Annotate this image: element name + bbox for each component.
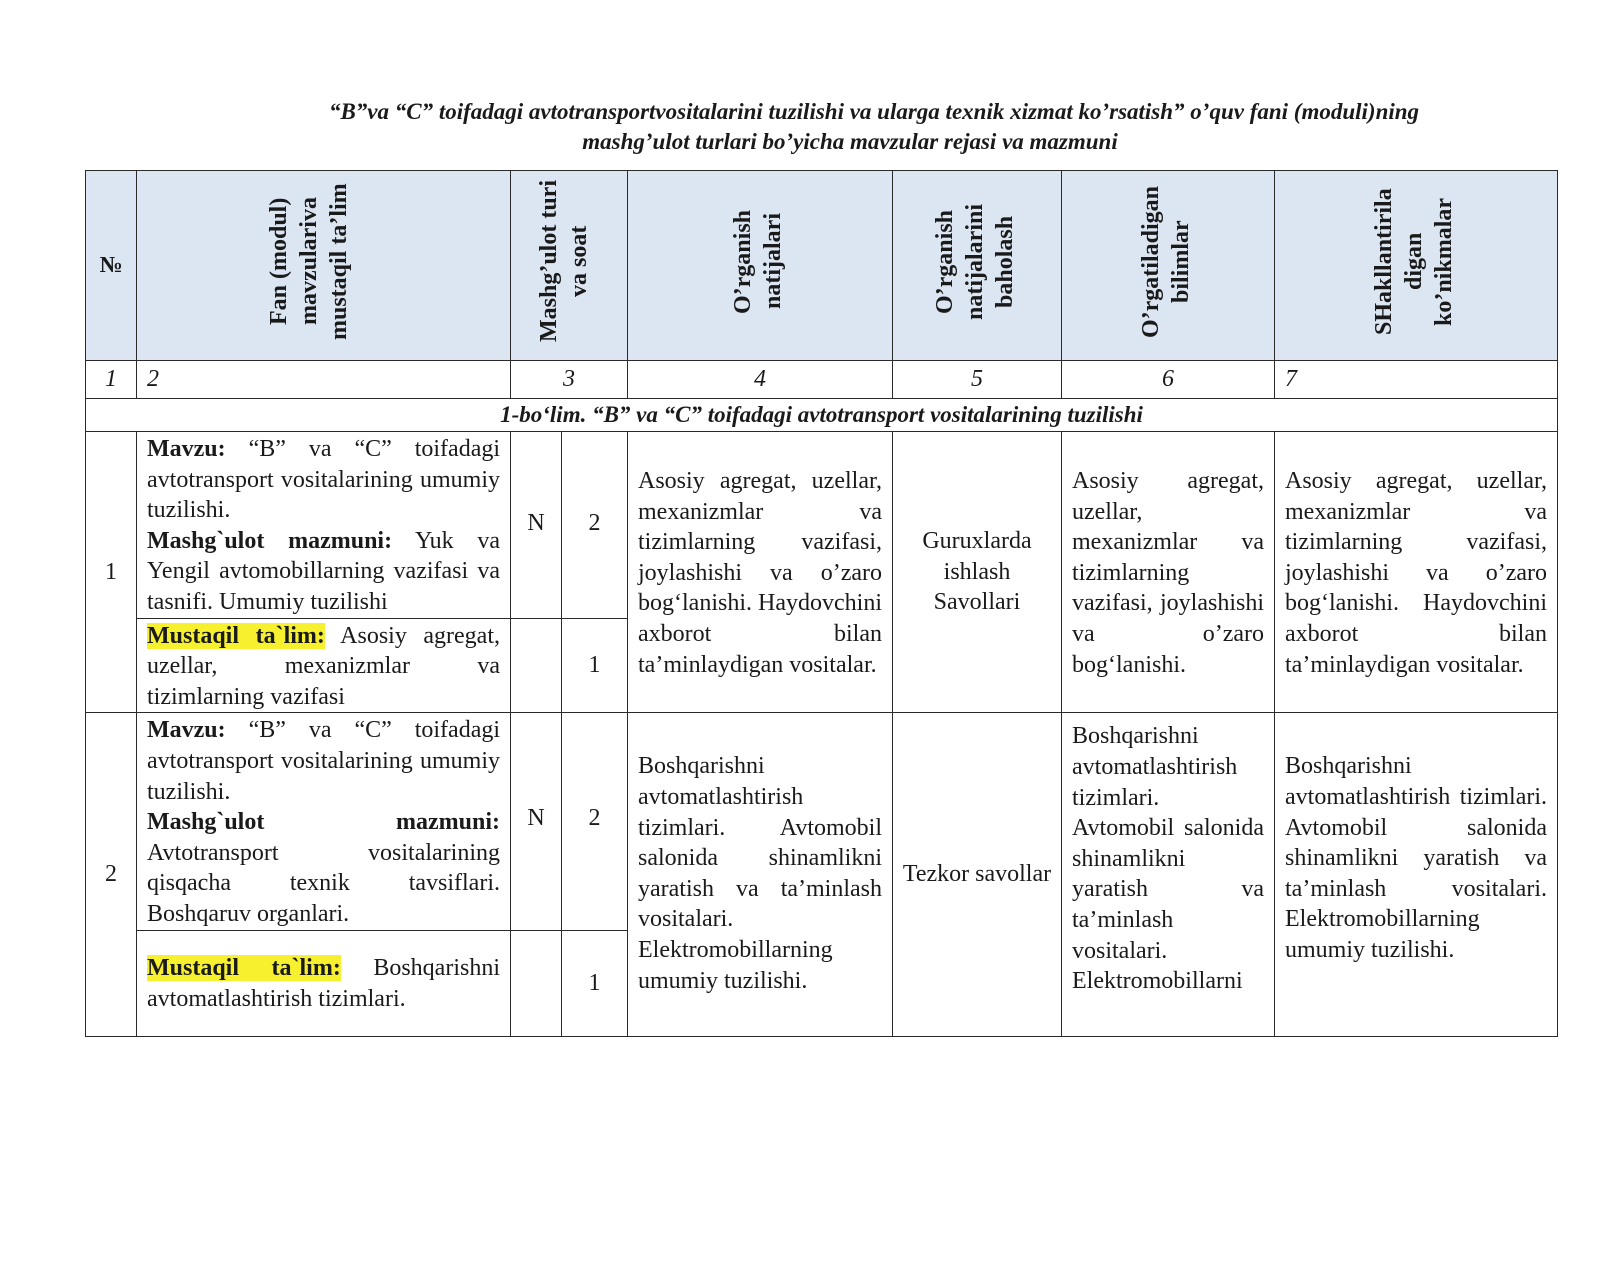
independent-hours: 1 [562,618,628,713]
mazmun-label: Mashg`ulot mazmuni: [147,809,500,836]
assessment-cell: Tezkor savollar [893,713,1062,1036]
header-lesson-type-hours: Mashg’ulot turi va soat [511,171,628,361]
mavzu-label: Mavzu: [147,717,226,744]
lesson-hours: 2 [562,432,628,619]
title-line-2: mashg’ulot turlari bo’yicha mavzular rejasi va mazmuni [582,129,1118,154]
column-number: 6 [1062,361,1275,399]
column-number: 4 [628,361,893,399]
document-title [150,97,1550,157]
mazmun-text: Avtotransport vositalarining qisqacha texnik tavsiflari. Boshqaruv organlari. [147,839,500,927]
column-number: 3 [511,361,628,399]
header-number: № [86,171,137,361]
header-assessment: O’rganish natijalarini baholash [893,171,1062,361]
mavzu-text: “B” va “C” toifadagi avtotransport vositalarining umumiy tuzilishi. [147,717,501,805]
header-skills: SHakllantirila digan ko’nikmalar [1275,171,1558,361]
independent-study-text: Boshqarishni avtomatlashtirish tizimlari. [147,955,500,1012]
row-number: 1 [86,432,137,713]
independent-study-label: Mustaqil ta`lim: [147,955,341,982]
section-row [86,399,1558,432]
lesson-type: N [511,432,562,619]
header-knowledge: O’rgatiladigan bilimlar [1062,171,1275,361]
independent-study-text: Asosiy agregat, uzellar, mexanizmlar va tizimlarning vazifasi [147,622,500,710]
assessment-cell: Guruxlarda ishlash Savollari [893,432,1062,713]
header-topics: Fan (modul) mavzulariva mustaqil ta’lim [137,171,511,361]
row-number: 2 [86,713,137,1036]
mavzu-label: Mavzu: [147,436,226,462]
column-number: 2 [137,361,511,399]
skills-cell: Boshqarishni avtomatlashtirish tizimlari. Avtomobil salonida shinamlikni yaratish va ta’minlash vositalari. Elektromobillarning umumiy tuzilishi. [1275,713,1558,1036]
outcomes-cell: Boshqarishni avtomatlashtirish tizimlari. Avtomobil salonida shinamlikni yaratish va ta’minlash vositalari. Elektromobillarning umumiy tuzilishi. [628,713,893,1036]
title-line-1: “B”va “C” toifadagi avtotransportvositalarini tuzilishi va ularga texnik xizmat ko’rsatish” o’quv fani (moduli)ning [328,99,1420,124]
mazmun-text: Yuk va Yengil avtomobillarning vazifasi va tasnifi. Umumiy tuzilishi [147,527,501,615]
lesson-hours: 2 [562,713,628,930]
table-row [86,432,1558,619]
header-row [86,171,1558,361]
independent-study-label: Mustaqil ta`lim: [147,622,325,649]
column-number: 1 [86,361,137,399]
independent-hours: 1 [562,930,628,1036]
skills-cell: Asosiy agregat, uzellar, mexanizmlar va tizimlarning vazifasi, joylashishi va o’zaro bog‘lanishi. Haydovchini axborot bilan ta’minlaydigan vositalar. [1275,432,1558,713]
table-row [86,713,1558,930]
lesson-type: N [511,713,562,930]
knowledge-cell: Boshqarishni avtomatlashtirish tizimlari. Avtomobil salonida shinamlikni yaratish va ta’minlash vositalari. Elektromobillarni [1062,713,1275,1036]
empty-type-cell [511,618,562,713]
column-number: 7 [1275,361,1558,399]
outcomes-cell: Asosiy agregat, uzellar, mexanizmlar va tizimlarning vazifasi, joylashishi va o’zaro bog‘lanishi. Haydovchini axborot bilan ta’minlaydigan vositalar. [628,432,893,713]
independent-study-cell [137,930,511,1036]
independent-study-cell [137,618,511,713]
header-learning-outcomes: O’rganish natijalari [628,171,893,361]
mazmun-label: Mashg`ulot mazmuni: [147,527,393,554]
mavzu-text: “B” va “C” toifadagi avtotransport vositalarining umumiy tuzilishi. [147,436,501,524]
topic-cell [137,432,511,619]
section-title: 1-bo‘lim. “B” va “C” toifadagi avtotransport vositalarining tuzilishi [86,399,1558,432]
column-numbers-row [86,361,1558,399]
topic-cell [137,713,511,930]
knowledge-cell: Asosiy agregat, uzellar, mexanizmlar va tizimlarning vazifasi, joylashishi va o’zaro bog‘lanishi. [1062,432,1275,713]
empty-type-cell [511,930,562,1036]
topics-plan-table [85,170,1558,1037]
column-number: 5 [893,361,1062,399]
